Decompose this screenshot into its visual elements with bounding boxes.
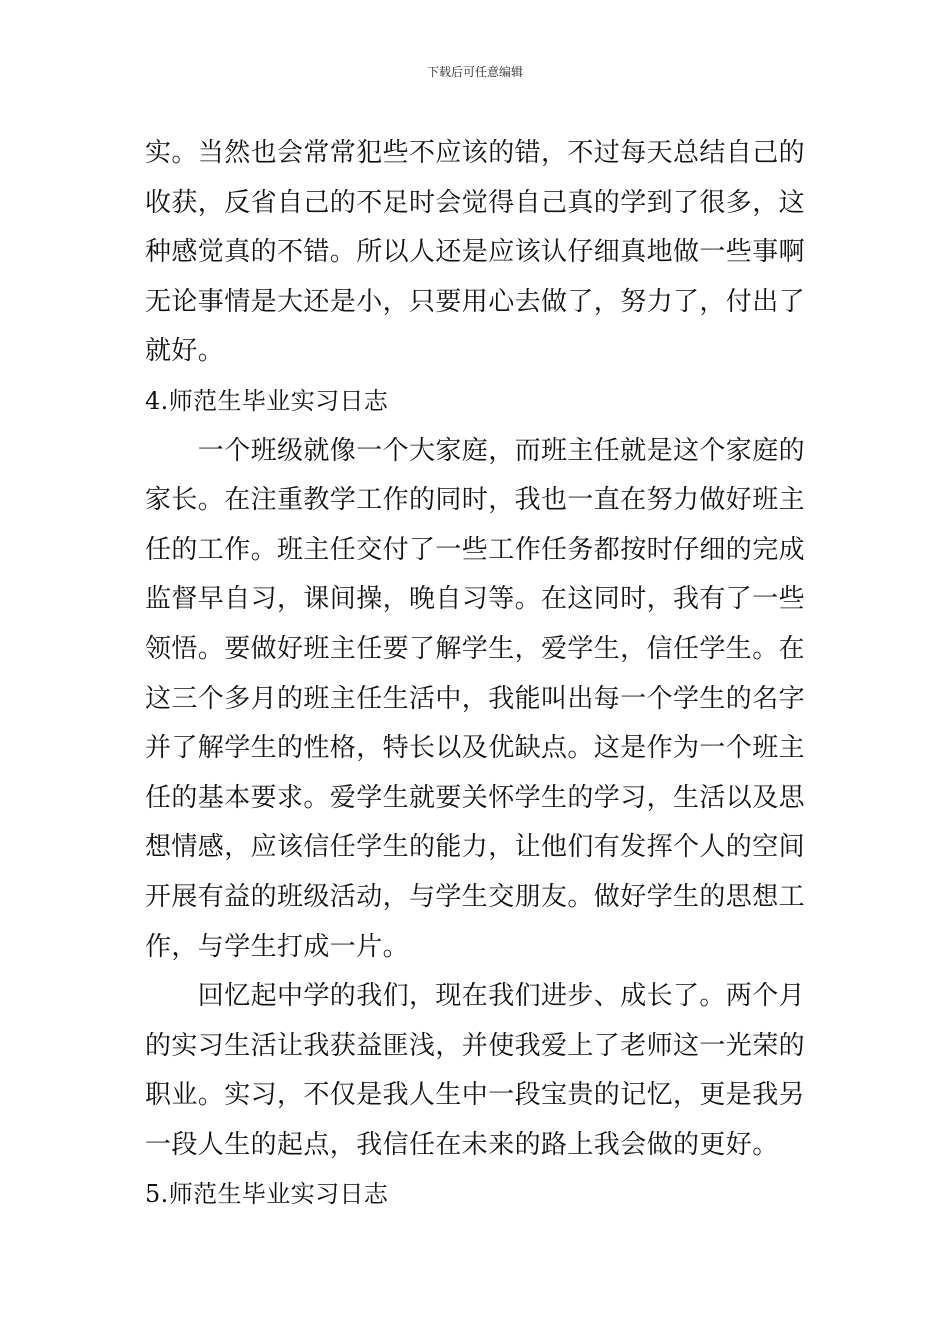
document-body bbox=[145, 129, 815, 1220]
body-line: 作，与学生打成一片。 bbox=[145, 931, 410, 962]
body-line: 并了解学生的性格，特长以及优缺点。这是作为一个班主 bbox=[145, 733, 806, 764]
body-line: 实。当然也会常常犯些不应该的错，不过每天总结自己的 bbox=[145, 138, 806, 168]
body-line: 这三个多月的班主任生活中，我能叫出每一个学生的名字 bbox=[145, 683, 806, 714]
body-line: 就好。 bbox=[145, 336, 225, 367]
body-line: 回忆起中学的我们，现在我们进步、成长了。两个月 bbox=[145, 981, 806, 1012]
body-line: 想情感，应该信任学生的能力，让他们有发挥个人的空间 bbox=[145, 832, 806, 863]
section-heading: 4.师范生毕业实习日志 bbox=[145, 386, 389, 415]
body-line: 职业。实习，不仅是我人生中一段宝贵的记忆，更是我另 bbox=[145, 1080, 806, 1111]
body-line: 的实习生活让我获益匪浅，并使我爱上了老师这一光荣的 bbox=[145, 1030, 806, 1061]
body-line: 任的基本要求。爱学生就要关怀学生的学习，生活以及思 bbox=[145, 782, 806, 813]
body-line: 种感觉真的不错。所以人还是应该认仔细真地做一些事啊 bbox=[145, 237, 806, 268]
body-line: 监督早自习，课间操，晚自习等。在这同时，我有了一些 bbox=[145, 584, 806, 615]
body-line: 领悟。要做好班主任要了解学生，爱学生，信任学生。在 bbox=[145, 633, 806, 664]
body-line: 一个班级就像一个大家庭，而班主任就是这个家庭的 bbox=[145, 435, 806, 466]
page-header: 下载后可任意编辑 bbox=[426, 65, 523, 79]
body-line: 任的工作。班主任交付了一些工作任务都按时仔细的完成 bbox=[145, 534, 806, 565]
body-line: 收获，反省自己的不足时会觉得自己真的学到了很多，这 bbox=[145, 187, 806, 218]
body-line: 一段人生的起点，我信任在未来的路上我会做的更好。 bbox=[145, 1129, 779, 1160]
body-line: 家长。在注重教学工作的同时，我也一直在努力做好班主 bbox=[145, 485, 806, 516]
body-line: 无论事情是大还是小，只要用心去做了，努力了，付出了 bbox=[145, 286, 806, 317]
body-line: 开展有益的班级活动，与学生交朋友。做好学生的思想工 bbox=[145, 881, 806, 912]
section-heading: 5.师范生毕业实习日志 bbox=[145, 1180, 389, 1209]
